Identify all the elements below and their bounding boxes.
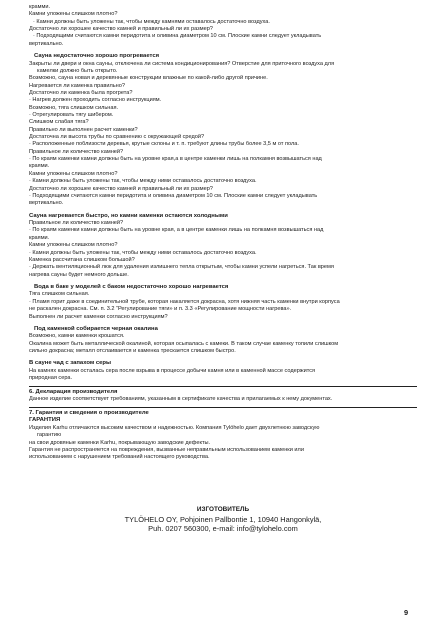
text-line: На камнях каменки осталась сера после взрыва в процессе добычи камня или в каменной массе содержится [29,368,316,375]
block-5 [29,326,417,356]
text-line: краями. [29,163,50,170]
section-subheading: ГАРАНТИЯ [29,417,61,424]
text-line: Слишком слабая тяга? [29,119,89,126]
manufacturer-title: ИЗГОТОВИТЕЛЬ [196,506,250,513]
section-heading: В сауне чад с запахом серы [29,360,112,367]
text-line: камелки должно быть открыто. [37,68,118,74]
text-line: Правильное ли количество камней? [29,220,124,227]
page-number: 9 [404,608,409,617]
text-line: Нагревается ли каменка правильно? [29,82,125,89]
text-line: Данное изделие соответствует требованиям, указанным в сертификате качества и прилагаемых к нему документах. [29,396,333,403]
text-line: · Подходящими считаются камни перидотита и оливина диаметром 10 см. Плоские камни следует укладывать [29,192,318,199]
manufacturer-contact: Puh. 0207 560300, e-mail: info@tylohelo.com [148,524,298,534]
text-line: крамми. [29,4,51,10]
text-line: · Камни должны быть уложены так, чтобы между камнями оставалось достаточно воздуха. [33,18,270,25]
text-line: Достаточна ли высота трубы по сравнению с окружающей средой? [29,134,205,141]
block-2 [29,53,417,207]
text-line: Достаточно ли хорошее качество камней и правильный ли их размер? [29,26,213,33]
text-line: на свои дровяные каменки Karhu, покрывающую заводские дефекты. [29,439,211,446]
text-line: · По краям каменки камни должны быть на уровне края,а в центре каменки лишь на полкамня возвышаться над [29,156,322,163]
block-3 [29,213,417,279]
text-line: · Пламя горит даже в соединительной трубе, которая накаляется докрасна, хотя нижняя часть каменки внутри корпуса [29,298,340,305]
section-heading: Сауна нагревается быстро, но камни каменки остаются холодными [29,212,228,219]
divider [29,386,417,387]
text-line: Каменка рассчитана слишком большой? [29,256,135,263]
text-line: Камни уложены слишком плотно? [29,11,118,18]
text-line: Изделия Karhu отличаются высоким качеством и надежностью. Компания Tylöhelo дает двухлетнюю заводскую [29,424,320,431]
text-line: Правильное ли количество камней? [29,148,124,155]
text-line: природная сера. [29,375,73,382]
text-line: краями. [29,234,50,241]
document-body [29,4,417,462]
text-line: вертикально. [29,200,64,207]
text-line: Возможно, камни каменки крошатся. [29,333,125,340]
text-line: Камни уложены слишком плотно? [29,242,118,249]
block-1 [29,4,417,48]
text-line: использованием с нарушением требований настоящего руководства. [29,454,210,461]
text-line: Камни уложены слишком плотно? [29,170,118,177]
text-line: Достаточно ли хорошее качество камней и правильный ли их размер? [29,185,213,192]
text-line: Тяга слишком сильная. [29,291,90,298]
block-4 [29,284,417,321]
text-line: · Держать вентиляционный люк для удаления излишнего тепла открытым, чтобы камни успели нагреться. Так время [29,264,334,271]
text-line: · Отрегулировать тягу шибером. [29,112,114,119]
section-heading: Под каменкой собирается черная окалина [34,325,158,332]
text-line: · Камни должны быть уложены так, чтобы между ними оставалось достаточно воздуха. [29,249,257,256]
section-6 [29,389,417,404]
text-line: Достаточно ли каменка была прогрета? [29,90,133,97]
section-heading: Сауна недостаточно хорошо прогревается [34,53,160,60]
text-line: · Подходящими считаются камни перидотита и оливина диаметром 10 см. Плоские камни следует укладывать [33,33,322,40]
text-line: нагрева сауны будет немного дольше. [29,271,129,278]
text-line: Возможно, тяга слишком сильная. [29,104,119,111]
text-line: гарантию [37,432,62,439]
text-line: Правильно ли выполнен расчет каменки? [29,126,138,133]
divider [29,407,417,408]
text-line: · По краям каменки камни должны быть на уровне края, а в центре каменки лишь на полкамня возвышаться над [29,227,324,234]
text-line: · Нагрев должен проходить согласно инструкциям. [29,97,162,104]
text-line: Окалина может быть металлической окалиной, которая осыпалась с камеки. В таком случае каменку топили слишком [29,340,339,347]
text-line: · Камни должны быть уложены так, чтобы между ними оставалось достаточно воздуха. [29,178,257,185]
block-6 [29,360,417,382]
text-line: сильно докрасна; металл отслаивается и каменка трескается слишком быстро. [29,348,236,355]
text-line: не раскален докрасна. См. п. 3.2 “Регулирование тяги» и п. 3.3 «Регулирование мощности нагрева». [29,306,292,313]
section-heading: 7. Гарантия и сведения о производителе [29,409,149,416]
manufacturer-address: TYLÖHELO OY, Pohjoinen Pallbontie 1, 10940 Hangonkylä, [124,514,322,524]
section-heading: Вода в баке у моделей с баком недостаточно хорошо нагревается [34,283,229,290]
text-line: вертикально. [29,40,64,47]
text-line: · Расположенные поблизости деревья, крутые склоны и т. п. требуют длины трубы более 3,5 м от пола. [29,141,299,148]
text-line: Гарантия не распространяется на повреждения, вызванные неправильным использованием каменки или [29,446,304,453]
manufacturer-info [29,505,417,534]
section-7 [29,410,417,462]
text-line: Выполнен ли расчет каменки согласно инструкциям? [29,313,168,320]
text-line: Возможно, сауна новая и деревянные конструкции влажные по какой-либо другой причине. [29,75,268,82]
section-heading: 6. Декларация производителя [29,388,118,395]
text-line: Закрыты ли двери и окна сауны, отключена ли система кондиционирования? Отверстие для приточного воздуха для [29,60,335,67]
